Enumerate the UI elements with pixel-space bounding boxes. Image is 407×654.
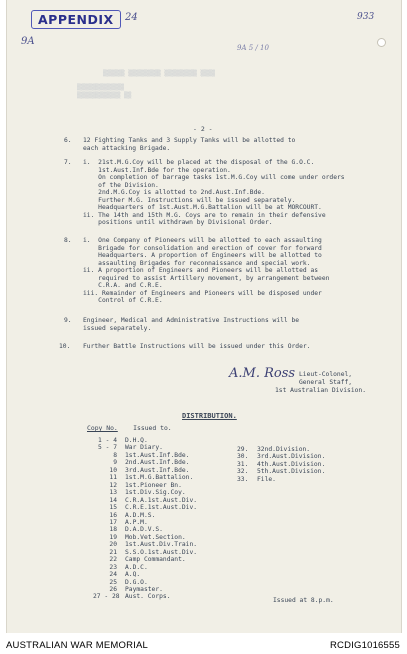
archive-reference: 9A 5 / 10: [237, 44, 269, 52]
document-page: [6, 0, 402, 633]
paragraph-line: ii. A proportion of Engineers and Pioneers will be allotted as: [83, 267, 319, 274]
distribution-copy-no: 10: [109, 466, 117, 474]
distribution-copy-no: 24: [109, 571, 117, 579]
paragraph-number: 6.: [64, 137, 72, 144]
distribution-recipient: D.G.O.: [125, 578, 148, 586]
signatory-unit: 1st Australian Division.: [275, 387, 366, 394]
paragraph-line: Headquarters of 1st.Aust.M.G.Battalion will be at MORCOURT.: [83, 204, 322, 211]
distribution-recipient: Aust. Corps.: [125, 593, 171, 601]
signatory-role: General Staff,: [299, 379, 353, 386]
distribution-copy-no: 27 - 28: [93, 593, 120, 601]
bleed-through-text: ▒▒▒▒▒▒▒▒▒▒▒▒ ▒▒: [77, 92, 132, 99]
paragraph-line: ii. The 14th and 15th M.G. Coys are to remain in their defensive: [83, 211, 326, 219]
distribution-recipient: Camp Commandant.: [125, 556, 186, 564]
distribution-recipient: 2nd.Aust.Inf.Bde.: [125, 459, 190, 467]
distribution-copy-no: 12: [109, 481, 117, 489]
distribution-recipient: 3rd.Aust.Division.: [257, 453, 326, 461]
distribution-copy-no: 21: [109, 548, 117, 556]
paragraph-number: 9.: [64, 317, 72, 324]
bleed-through-text: ▒▒▒▒▒▒ ▒▒▒▒▒▒▒▒▒ ▒▒▒▒▒▒▒▒▒ ▒▒▒▒: [103, 70, 215, 77]
distribution-recipient: 32nd.Division.: [257, 446, 311, 453]
paragraph-number: 7.: [64, 159, 72, 166]
signatory-rank: Lieut-Colonel,: [299, 371, 353, 378]
paragraph-line: Further Battle Instructions will be issued under this Order.: [83, 343, 311, 350]
distribution-recipient: 3rd.Aust.Inf.Bde.: [125, 466, 190, 474]
paragraph-line: Control of C.R.E.: [83, 297, 163, 304]
distribution-recipient: 5th.Aust.Division.: [257, 468, 326, 476]
distribution-copy-no: 31.: [237, 460, 249, 468]
distribution-copy-no: 13: [109, 489, 117, 497]
distribution-copy-no: 30.: [237, 453, 249, 461]
distribution-copy-no: 17: [109, 518, 117, 526]
page-number: - 2 -: [193, 125, 213, 133]
paragraph-line: positions until withdrawn by Divisional Order.: [83, 219, 273, 226]
distribution-copy-header: [87, 424, 172, 432]
distribution-recipient: S.S.O.1st.Aust.Div.: [125, 548, 198, 556]
distribution-copy-no: 23: [109, 563, 117, 571]
distribution-copy-no: 1 - 4: [98, 437, 117, 444]
distribution-recipient: 1st.Pioneer Bn.: [125, 481, 182, 489]
distribution-copy-no: 15: [109, 504, 117, 512]
distribution-copy-no: 14: [109, 496, 117, 504]
paragraph-line: Engineer, Medical and Administrative Instructions will be: [83, 317, 300, 324]
distribution-copy-no: 25: [109, 578, 117, 586]
distribution-copy-no: 26: [109, 586, 117, 593]
distribution-copy-no: 19: [109, 533, 117, 541]
paragraph-line: issued separately.: [83, 324, 152, 332]
distribution-recipient: 1st.Aust.Div.Train.: [125, 541, 198, 549]
paragraph-line: iii. Remainder of Engineers and Pioneers will be disposed under: [83, 289, 322, 297]
distribution-recipient: D.A.D.V.S.: [125, 526, 163, 534]
paragraph-line: On completion of barrage tasks 1st.M.G.Coy will come under orders: [83, 174, 345, 181]
distribution-recipient: 1st.M.G.Battalion.: [125, 474, 194, 482]
distribution-copy-no: 20: [109, 541, 117, 549]
distribution-copy-no: 33.: [237, 475, 249, 483]
paragraph-number: 10.: [59, 343, 71, 350]
margin-number: 9A: [21, 36, 35, 47]
distribution-copy-no: 9: [113, 459, 117, 467]
paragraph-line: Further M.G. Instructions will be issued separately.: [83, 196, 296, 204]
distribution-copy-no: 32.: [237, 468, 249, 476]
distribution-recipient: 1st.Div.Sig.Coy.: [125, 489, 186, 497]
distribution-title: DISTRIBUTION.: [182, 412, 237, 420]
distribution-recipient: 4th.Aust.Division.: [257, 460, 326, 468]
distribution-recipient: Mob.Vet.Section.: [125, 533, 186, 541]
distribution-copy-no: 11: [109, 474, 117, 482]
paragraph-line: i. 21st.M.G.Coy will be placed at the disposal of the G.O.C.: [83, 159, 315, 166]
distribution-recipient: 1st.Aust.Inf.Bde.: [125, 451, 190, 459]
paragraph-line: required to assist Artillery movement, by arrangement between: [83, 274, 330, 282]
footer-record-id: RCDIG1016555: [330, 640, 400, 651]
distribution-recipient: War Diary.: [125, 444, 163, 452]
distribution-copy-no: 22: [109, 556, 117, 564]
paragraph-line: 12 Fighting Tanks and 3 Supply Tanks will be allotted to: [83, 137, 296, 144]
distribution-recipient: A.D.C.: [125, 563, 148, 571]
issued-at: Issued at 8.p.m.: [273, 597, 334, 604]
distribution-recipient: C.R.E.1st.Aust.Div.: [125, 504, 198, 512]
paragraph-line: each attacking Brigade.: [83, 144, 171, 152]
copy-no-label: Copy No.: [87, 424, 118, 432]
distribution-copy-no: 5 - 7: [98, 444, 117, 452]
distribution-copy-no: 29.: [237, 446, 249, 453]
bleed-through-text: ▒▒▒▒▒▒▒▒▒▒▒▒▒: [77, 84, 124, 91]
handwritten-signature: A.M. Ross: [229, 366, 296, 381]
issued-to-label: Issued to.: [133, 424, 172, 432]
distribution-recipient: A.D.M.S.: [125, 511, 156, 519]
paragraph-line: i. One Company of Pioneers will be allotted to each assaulting: [83, 237, 322, 244]
appendix-number: 24: [125, 12, 138, 23]
paragraph-line: Headquarters. A proportion of Engineers will be allotted to: [83, 252, 322, 259]
distribution-recipient: Paymaster.: [125, 586, 163, 593]
paragraph-line: assaulting Brigades for reconnaissance and special work.: [83, 259, 311, 267]
paragraph-line: C.R.A. and C.R.E.: [83, 282, 163, 289]
paragraph-number: 8.: [64, 237, 72, 244]
distribution-recipient: File.: [257, 475, 276, 483]
paragraph-line: 1st.Aust.Inf.Bde for the operation.: [83, 166, 231, 174]
paragraph-line: of the Division.: [83, 181, 159, 189]
punch-hole: [377, 38, 386, 47]
appendix-stamp: APPENDIX: [31, 10, 121, 29]
distribution-copy-no: 8: [113, 451, 117, 459]
paragraph-line: Brigade for consolidation and erection of cover for forward: [83, 244, 322, 252]
distribution-copy-no: 16: [109, 511, 117, 519]
distribution-recipient: C.R.A.1st.Aust.Div.: [125, 496, 198, 504]
footer-archive-name: AUSTRALIAN WAR MEMORIAL: [6, 640, 149, 651]
folio-number: 933: [357, 12, 375, 22]
distribution-recipient: A.Q.: [125, 571, 141, 579]
paragraph-line: 2nd.M.G.Coy is allotted to 2nd.Aust.Inf.Bde.: [83, 189, 265, 196]
distribution-copy-no: 18: [109, 526, 117, 534]
distribution-recipient: A.P.M.: [125, 518, 148, 526]
distribution-recipient: D.H.Q.: [125, 437, 148, 444]
